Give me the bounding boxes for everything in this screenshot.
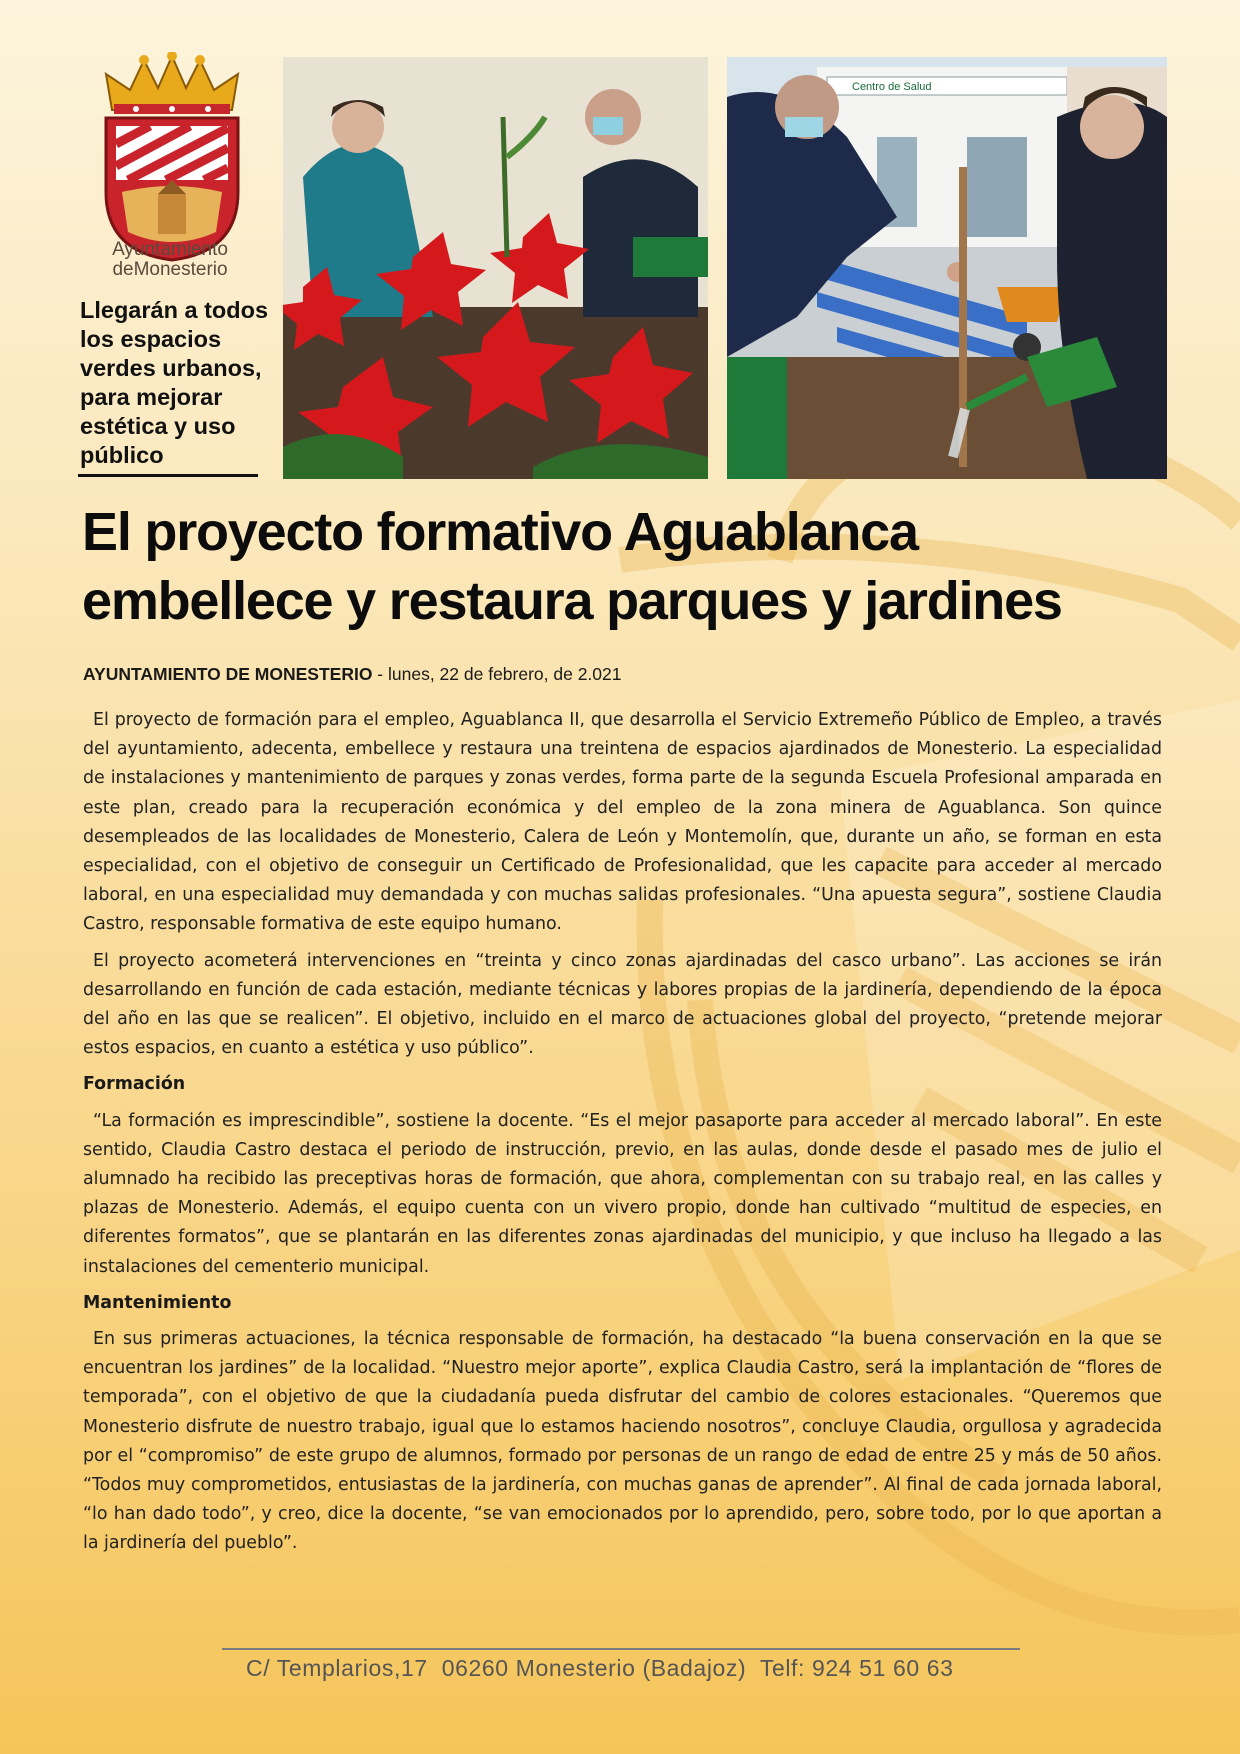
- article-paragraph: “La formación es imprescindible”, sostiene la docente. “Es el mejor pasaporte para acceder al mercado laboral”. En este sentido, Claudia Castro destaca el periodo de instrucción, previo, en las aulas, donde desde el pasado mes de julio el alumnado ha recibido las preceptivas horas de formación, que ahora, complementan con su trabajo real, en las calles y plazas de Monesterio. Además, el equipo cuenta con un vivero propio, donde han cultivado “multitud de especies, en diferentes formatos”, que se plantarán en las diferentes zonas ajardinadas del municipio, y que incluso ha llegado a las instalaciones del cementerio municipal.: [83, 1110, 1162, 1277]
- article-body: [83, 706, 1162, 1566]
- section-heading-formacion: Formación: [83, 1074, 186, 1095]
- logo-caption: [95, 240, 245, 280]
- article-byline: [83, 664, 622, 685]
- headline-line2: embellece y restaura parques y jardines: [82, 571, 1062, 631]
- section-heading-mantenimiento: Mantenimiento: [83, 1292, 232, 1313]
- byline-organization: AYUNTAMIENTO DE MONESTERIO: [83, 664, 373, 684]
- subheadline: Llegarán a todos los espacios verdes urbanos, para mejorar estética y uso público: [80, 297, 269, 468]
- article-paragraph: En sus primeras actuaciones, la técnica responsable de formación, ha destacado “la buena conservación en la que se encuentran los jardines” de la localidad. “Nuestro mejor aporte”, explica Claudia Castro, será la implantación de “flores de temporada”, con el objetivo de que la ciudadanía pueda disfrutar del cambio de colores estacionales. “Queremos que Monesterio disfrute de nuestro trabajo, igual que lo estamos haciendo nosotros”, concluye Claudia, orgullosa y agradecida por el “compromiso” de este grupo de alumnos, formado por personas de un rango de edad de entre 25 y más de 50 años. “Todos muy comprometidos, entusiastas de la jardinería, con muchas ganas de aprender”. Al final de cada jornada laboral, “lo han dado todo”, y creo, dice la docente, “se van emocionados por lo aprendido, pero, sobre todo, por lo que aportan a la jardinería del pueblo”.: [83, 1329, 1162, 1554]
- logo-line1: Ayuntamiento: [112, 239, 228, 260]
- byline-date: - lunes, 22 de febrero, de 2.021: [372, 664, 622, 684]
- article-paragraph: El proyecto acometerá intervenciones en “treinta y cinco zonas ajardinadas del casco urbano”. Las acciones se irán desarrollando en función de cada estación, mediante técnicas y labores propias de la jardinería, dependiendo de la época del año en las que se realicen”. El objetivo, incluido en el marco de actuaciones global del proyecto, “pretende mejorar estos espacios, en cuanto a estética y uso público”.: [83, 950, 1162, 1059]
- footer-rule: [222, 1648, 1020, 1650]
- tree-planting-photo: [727, 57, 1167, 479]
- article-headline: [82, 498, 1182, 636]
- subheadline-rule: [78, 474, 258, 477]
- headline-line1: El proyecto formativo Aguablanca: [82, 502, 918, 562]
- footer-address: C/ Templarios,17 06260 Monesterio (Badajoz) Telf: 924 51 60 63: [246, 1655, 954, 1681]
- health-center-sign: Centro de Salud: [852, 81, 932, 93]
- article-paragraph: El proyecto de formación para el empleo, Aguablanca II, que desarrolla el Servicio Extremeño Público de Empleo, a través del ayuntamiento, adecenta, embellece y restaura una treintena de espacios ajardinados de Monesterio. La especialidad de instalaciones y mantenimiento de parques y zonas verdes, forma parte de la segunda Escuela Profesional amparada en este plan, creado para la recuperación económica y del empleo de la zona minera de Aguablanca. Son quince desempleados de las localidades de Monesterio, Calera de León y Montemolín, que, durante un año, se forman en esta especialidad, con el objetivo de conseguir un Certificado de Profesionalidad, que les capacite para acceder al mercado laboral, en una especialidad muy demandada y con muchas salidas profesionales. “Una apuesta segura”, sostiene Claudia Castro, responsable formativa de este equipo humano.: [83, 710, 1162, 935]
- poinsettia-planting-photo: [283, 57, 708, 479]
- logo-line2: deMonesterio: [112, 258, 228, 280]
